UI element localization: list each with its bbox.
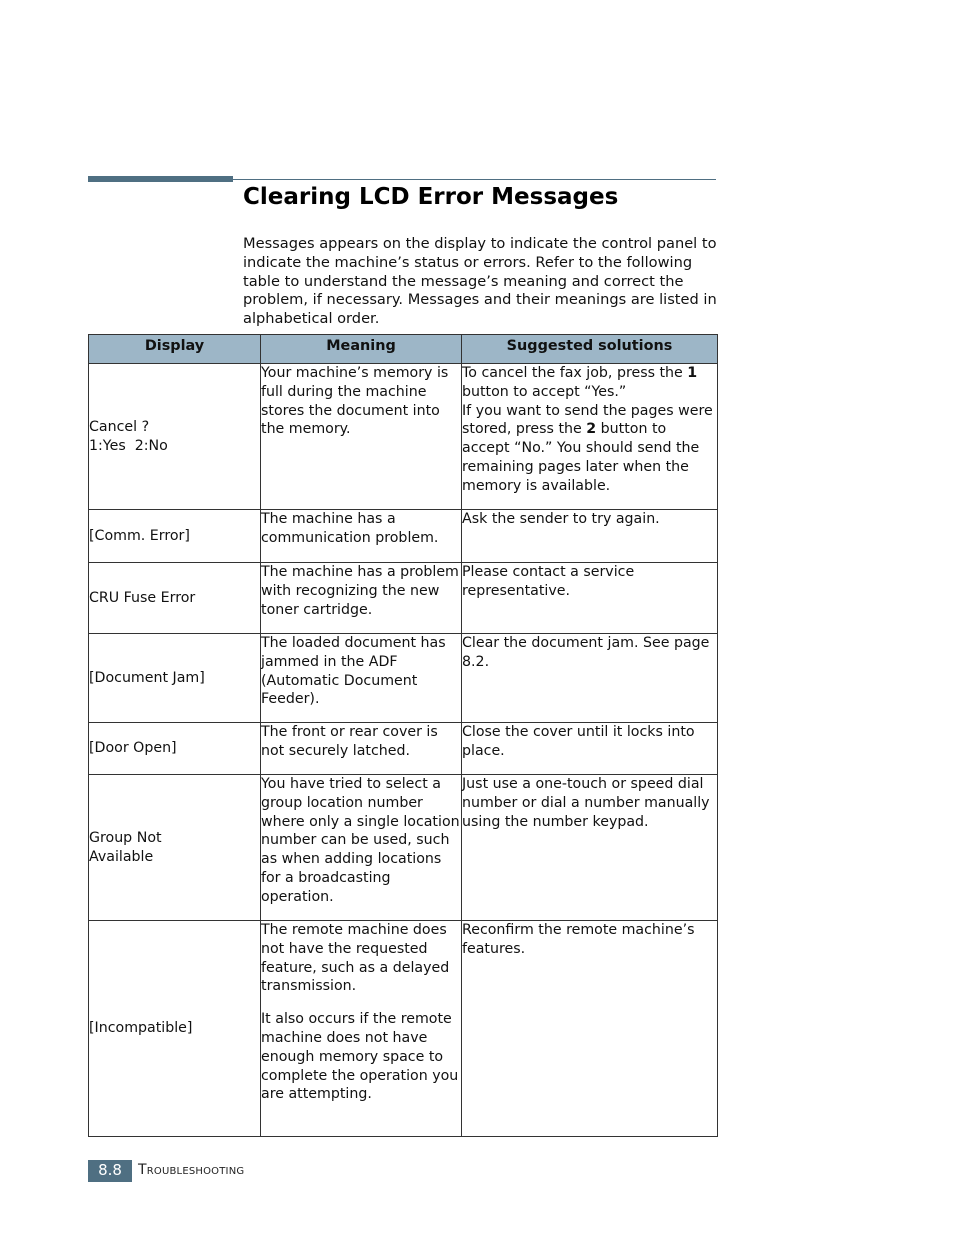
meaning-cell: [261, 921, 462, 1137]
meaning-cell: [261, 364, 462, 510]
display-cell: [89, 775, 261, 921]
table-row: [89, 634, 718, 723]
display-text: Group Not: [89, 829, 162, 846]
meaning-cell: [261, 723, 462, 775]
error-messages-table: [88, 334, 718, 1137]
key-1-label: 1: [687, 365, 698, 381]
display-text: CRU Fuse Error: [89, 589, 196, 606]
display-text: [Door Open]: [89, 740, 177, 757]
display-text: [Incompatible]: [89, 1020, 193, 1037]
header-display: Display: [89, 335, 261, 364]
solution-cell: [462, 775, 718, 921]
title-rule-accent: [88, 176, 233, 182]
solution-cell: [462, 723, 718, 775]
key-2-label: 2: [586, 421, 597, 438]
header-suggested-solutions: Suggested solutions: [462, 335, 718, 364]
display-text: Cancel ?: [89, 418, 150, 435]
table-header-row: [89, 335, 718, 364]
display-text: [Comm. Error]: [89, 527, 190, 544]
meaning-text: The machine has a communication problem.: [261, 511, 439, 546]
solution-cell: [462, 634, 718, 723]
solution-cell: [462, 510, 718, 563]
display-cell: [89, 921, 261, 1137]
display-text: Available: [89, 848, 154, 865]
meaning-text: The remote machine does not have the requested feature, such as a delayed transmission.: [261, 922, 450, 995]
display-cell: [89, 634, 261, 723]
page-title: Clearing LCD Error Messages: [243, 184, 619, 210]
solution-text: button to accept “Yes.”: [462, 383, 627, 400]
meaning-text: The machine has a problem with recognizing the new toner cartridge.: [261, 564, 459, 618]
display-cell: [89, 364, 261, 510]
table-row: [89, 723, 718, 775]
meaning-text: The loaded document has jammed in the ADF (Automatic Document Feeder).: [261, 635, 446, 708]
meaning-cell: [261, 775, 462, 921]
solution-text: Please contact a service representative.: [462, 564, 635, 599]
solution-text: Clear the document jam. See page 8.2.: [462, 635, 710, 670]
meaning-text: Your machine’s memory is full during the machine stores the document into the memory.: [261, 365, 449, 438]
table-row: [89, 364, 718, 510]
meaning-cell: [261, 634, 462, 723]
table-row: [89, 563, 718, 634]
display-text: 1:Yes 2:No: [89, 437, 168, 454]
table-row: [89, 775, 718, 921]
display-cell: [89, 563, 261, 634]
table-row: [89, 510, 718, 563]
meaning-text: You have tried to select a group location number where only a single location number can be used, such as when adding locations for a broadcasting operation.: [261, 776, 460, 905]
display-cell: [89, 723, 261, 775]
solution-text: Just use a one-touch or speed dial number or dial a number manually using the number keypad.: [462, 776, 710, 830]
meaning-cell: [261, 510, 462, 563]
meaning-text: The front or rear cover is not securely latched.: [261, 724, 438, 759]
meaning-cell: [261, 563, 462, 634]
solution-text: If you want to send the pages were stored, press the: [462, 402, 713, 438]
solution-text: To cancel the fax job, press the: [462, 365, 688, 381]
solution-text: Ask the sender to try again.: [462, 511, 660, 527]
title-rule-line: [233, 179, 716, 180]
display-cell: [89, 510, 261, 563]
solution-cell: [462, 563, 718, 634]
section-label: Troubleshooting: [138, 1162, 245, 1178]
solution-cell: [462, 364, 718, 510]
solution-text: Close the cover until it locks into place.: [462, 724, 695, 759]
meaning-text: It also occurs if the remote machine does not have enough memory space to complete the operation you are attempting.: [261, 1011, 459, 1103]
solution-cell: [462, 921, 718, 1137]
solution-text: Reconfirm the remote machine’s features.: [462, 922, 695, 957]
header-meaning: Meaning: [261, 335, 462, 364]
table-row: [89, 921, 718, 1137]
display-text: [Document Jam]: [89, 669, 205, 686]
page-number-badge: 8.8: [88, 1160, 132, 1182]
solution-text: button to accept “No.” You should send the remaining pages later when the memory is available.: [462, 421, 700, 494]
intro-paragraph: Messages appears on the display to indicate the control panel to indicate the machine’s status or errors. Refer to the following table to understand the message’s meaning and correct the problem, if necessary. Messages and their meanings are listed in alphabetical order.: [243, 235, 717, 328]
